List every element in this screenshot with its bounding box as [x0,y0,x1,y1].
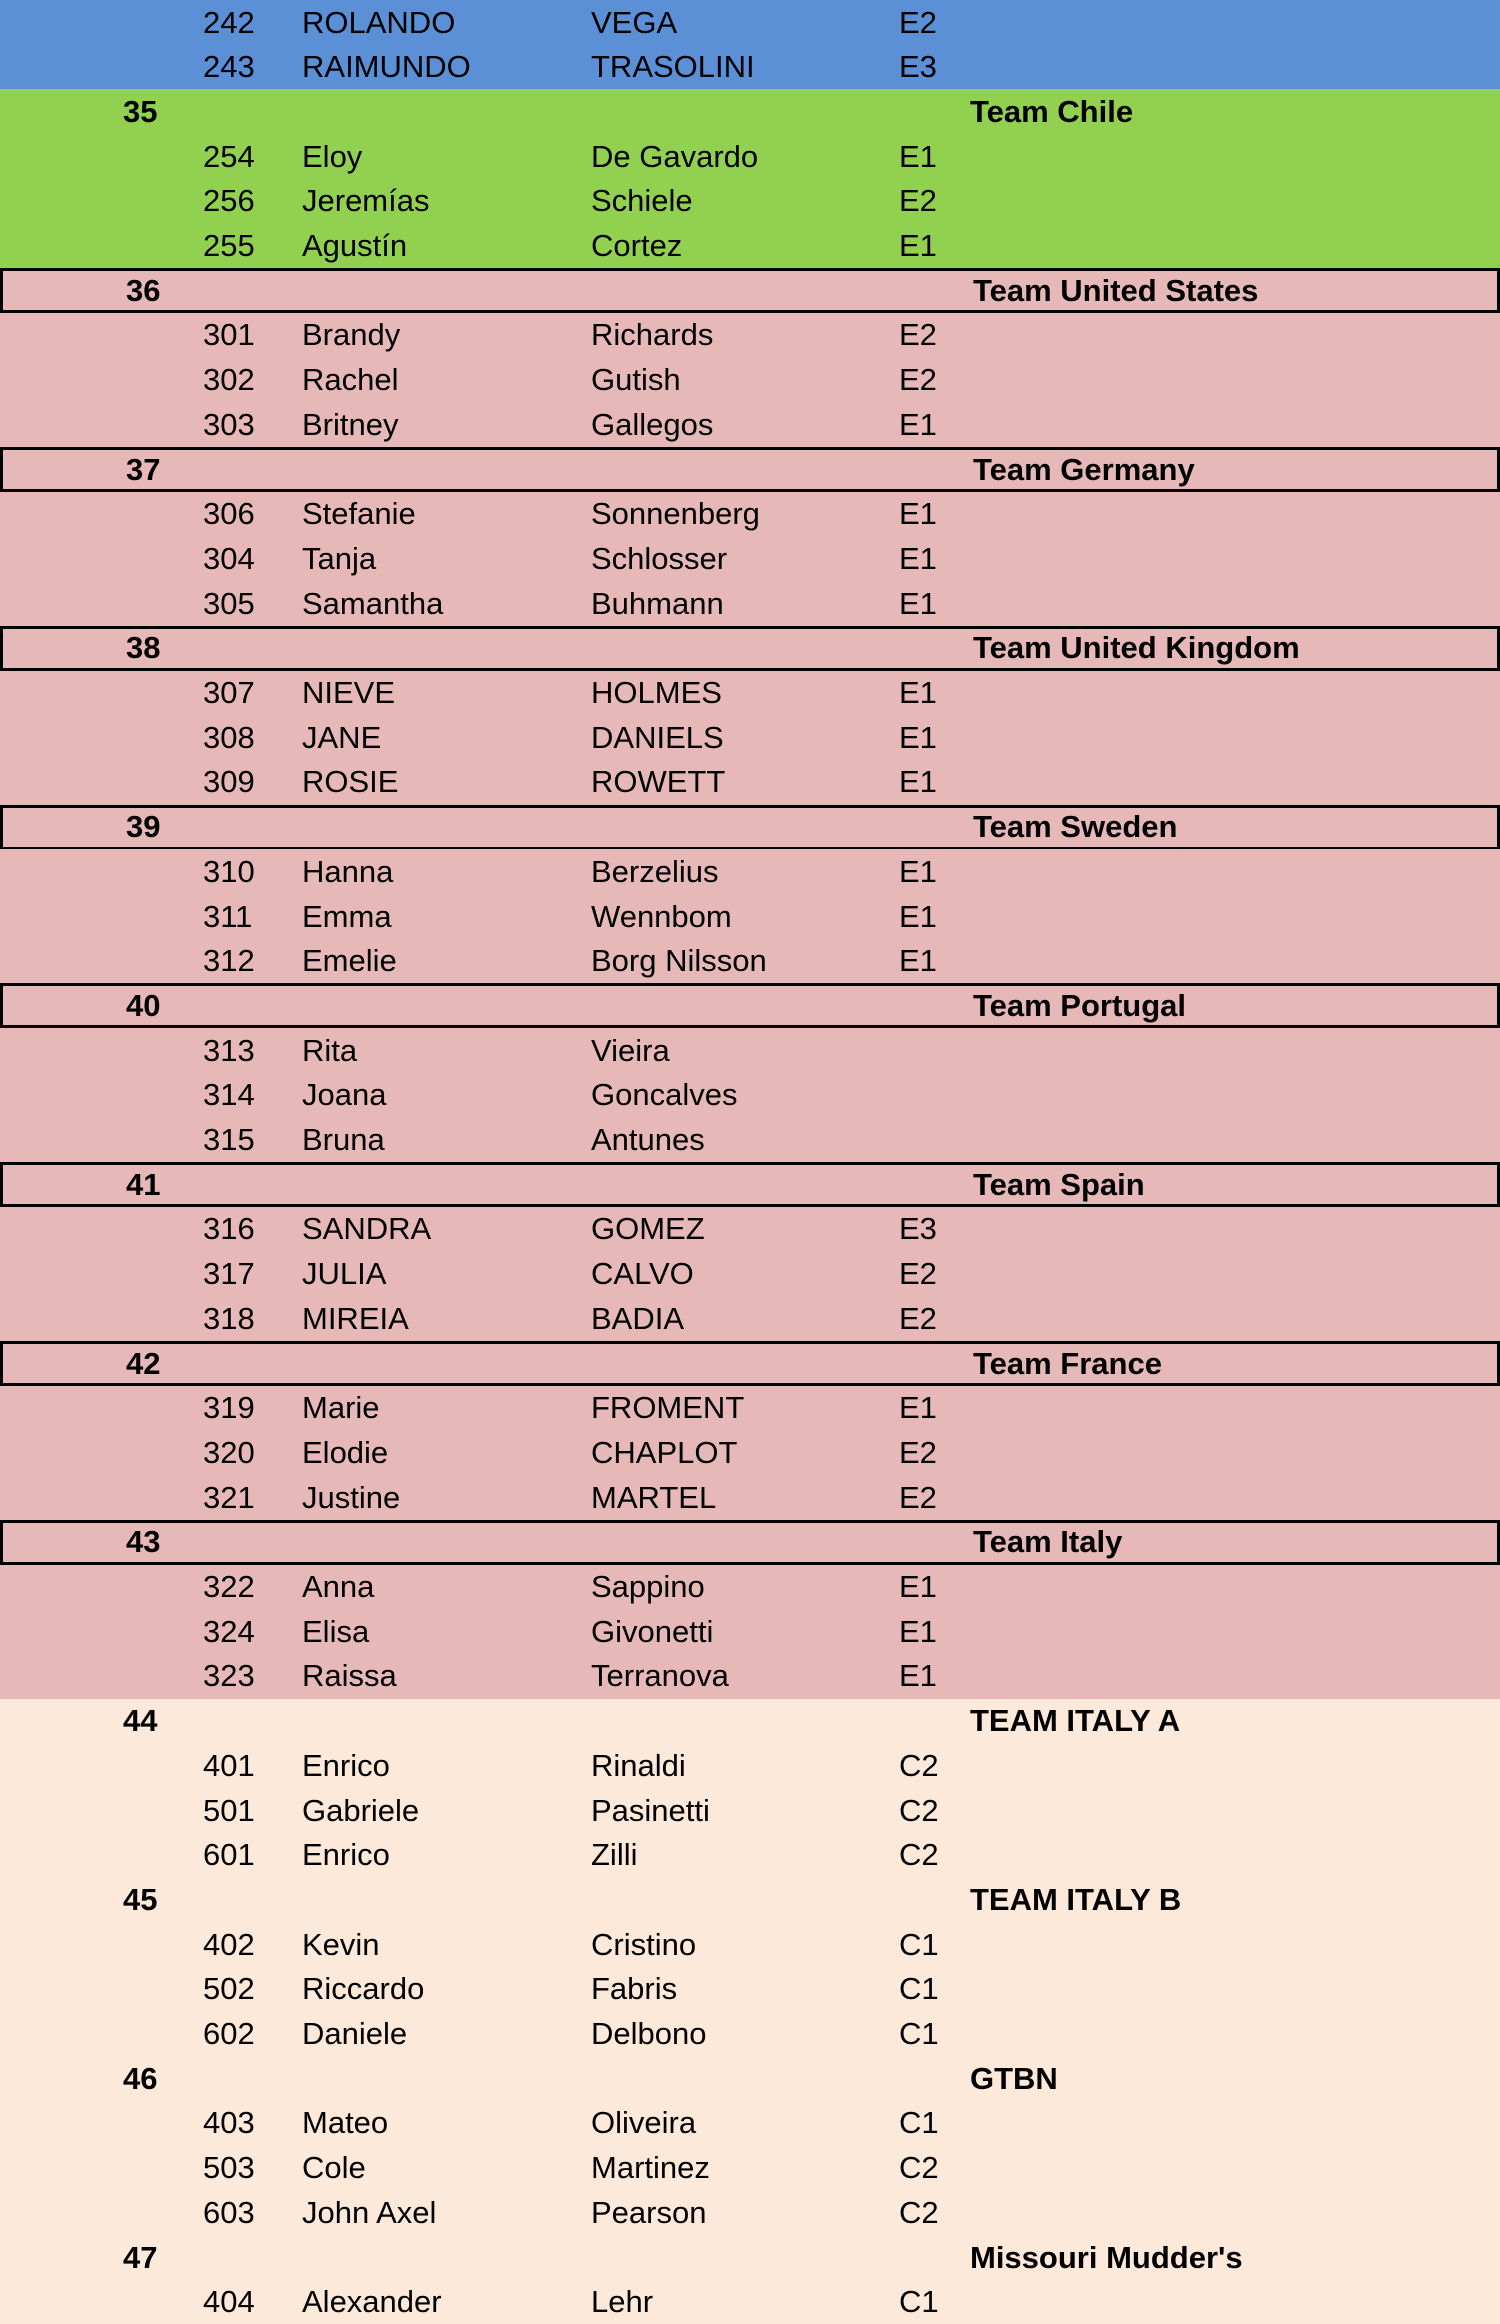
category-code: E1 [899,540,937,576]
member-row [0,1654,1500,1699]
member-row [0,179,1500,224]
first-name: Jeremías [302,183,430,219]
last-name: Cristino [591,1926,697,1962]
last-name: Schlosser [591,540,728,576]
bib-number: 307 [203,675,255,710]
first-name: Enrico [302,1747,390,1783]
team-name: TEAM ITALY A [970,1703,1181,1739]
member-row [0,1609,1500,1654]
category-code: E2 [899,1434,937,1470]
first-name: ROSIE [302,764,399,800]
bib-number: 306 [203,496,255,532]
last-name: ROWETT [591,764,726,800]
bib-number: 303 [203,406,255,442]
bib-number: 403 [203,2105,255,2141]
bib-number: 603 [203,2194,255,2230]
team-header-row [0,805,1500,850]
last-name: Fabris [591,1971,678,2007]
first-name: Marie [302,1390,380,1426]
category-code: E1 [899,228,937,263]
first-name: Elisa [302,1613,370,1649]
first-name: Emma [302,898,392,934]
member-row [0,1922,1500,1967]
first-name: RAIMUNDO [302,49,471,85]
team-header-row [0,1162,1500,1207]
first-name: Eloy [302,138,363,174]
team-name: Team Portugal [973,987,1187,1023]
bib-number: 318 [203,1300,255,1336]
category-code: E1 [899,496,937,532]
bib-number: 304 [203,540,255,576]
category-code: E1 [899,898,937,934]
last-name: Berzelius [591,853,719,889]
bib-number: 242 [203,4,255,40]
member-row [0,1788,1500,1833]
category-code: E1 [899,764,937,800]
member-row [0,1386,1500,1431]
bib-number: 311 [203,898,253,934]
first-name: Bruna [302,1122,385,1157]
category-code: E3 [899,1211,937,1247]
bib-number: 301 [203,317,255,353]
team-name: Team Spain [973,1166,1145,1202]
member-row [0,536,1500,581]
last-name: DANIELS [591,719,724,755]
category-code: E1 [899,406,937,442]
first-name: NIEVE [302,675,396,710]
team-header-row [0,983,1500,1028]
category-code: C1 [899,2284,939,2320]
bib-number: 404 [203,2284,255,2320]
last-name: Richards [591,317,714,353]
team-name: Team United Kingdom [973,630,1300,666]
member-row [0,2012,1500,2057]
bib-number: 308 [203,719,255,755]
category-code: E1 [899,1613,937,1649]
team-number: 41 [126,1166,161,1202]
first-name: JANE [302,719,382,755]
team-header-row [0,1699,1500,1744]
last-name: Martinez [591,2150,710,2186]
team-name: GTBN [970,2060,1058,2096]
team-number: 40 [126,987,161,1023]
first-name: Agustín [302,228,408,263]
team-number: 35 [123,93,158,129]
first-name: Mateo [302,2105,389,2141]
last-name: VEGA [591,4,678,40]
last-name: Lehr [591,2284,654,2320]
team-header-row [0,626,1500,671]
first-name: Alexander [302,2284,442,2320]
last-name: Gallegos [591,406,714,442]
member-row [0,581,1500,626]
last-name: Goncalves [591,1077,738,1113]
category-code: E2 [899,362,937,398]
first-name: Kevin [302,1926,380,1962]
team-name: Team United States [973,272,1259,308]
category-code: C2 [899,2194,939,2230]
bib-number: 324 [203,1613,255,1649]
bib-number: 502 [203,1971,255,2007]
first-name: Elodie [302,1434,389,1470]
last-name: GOMEZ [591,1211,705,1247]
member-row [0,760,1500,805]
category-code: E1 [899,138,937,174]
team-header-row [0,268,1500,313]
last-name: MARTEL [591,1479,717,1515]
team-number: 44 [123,1703,158,1739]
member-row [0,402,1500,447]
team-name: Team Chile [970,93,1134,129]
bib-number: 256 [203,183,255,219]
category-code: E1 [899,675,937,710]
first-name: Tanja [302,540,377,576]
member-row [0,134,1500,179]
category-code: C1 [899,1971,939,2007]
member-row [0,45,1500,90]
last-name: Borg Nilsson [591,943,767,979]
member-row [0,1565,1500,1610]
team-name: Team Italy [973,1524,1123,1560]
last-name: HOLMES [591,675,722,710]
team-number: 47 [123,2239,158,2275]
bib-number: 320 [203,1434,255,1470]
team-number: 39 [126,809,161,845]
bib-number: 322 [203,1569,255,1604]
team-name: TEAM ITALY B [970,1881,1182,1917]
team-name: Missouri Mudder's [970,2239,1243,2275]
category-code: C1 [899,1926,939,1962]
bib-number: 314 [203,1077,255,1113]
last-name: Cortez [591,228,683,263]
last-name: Sappino [591,1569,705,1604]
first-name: Enrico [302,1837,390,1873]
category-code: E1 [899,943,937,979]
team-header-row [0,89,1500,134]
first-name: Hanna [302,853,394,889]
first-name: Anna [302,1569,375,1604]
member-row [0,894,1500,939]
team-number: 36 [126,272,161,308]
first-name: Britney [302,406,399,442]
team-header-row [0,2235,1500,2280]
bib-number: 402 [203,1926,255,1962]
last-name: BADIA [591,1300,685,1336]
last-name: FROMENT [591,1390,745,1426]
member-row [0,1296,1500,1341]
first-name: JULIA [302,1256,387,1292]
member-row [0,1073,1500,1118]
category-code: C1 [899,2016,939,2051]
last-name: CALVO [591,1256,694,1292]
team-name: Team Germany [973,451,1195,487]
category-code: E1 [899,1390,937,1426]
last-name: Pasinetti [591,1792,710,1828]
team-number: 42 [126,1345,161,1381]
category-code: E2 [899,183,937,219]
first-name: Brandy [302,317,401,353]
bib-number: 317 [203,1256,255,1292]
member-row [0,313,1500,358]
first-name: Rachel [302,362,399,398]
first-name: Raissa [302,1658,397,1694]
bib-number: 243 [203,49,255,85]
category-code: E2 [899,1256,937,1292]
member-row [0,1475,1500,1520]
member-row [0,2280,1500,2324]
first-name: Gabriele [302,1792,420,1828]
team-name: Team France [973,1345,1162,1381]
bib-number: 316 [203,1211,255,1247]
member-row [0,358,1500,403]
member-row [0,849,1500,894]
category-code: E2 [899,1300,937,1336]
bib-number: 601 [203,1837,255,1873]
first-name: Emelie [302,943,397,979]
last-name: Delbono [591,2016,707,2051]
team-header-row [0,1520,1500,1565]
member-row [0,939,1500,984]
bib-number: 602 [203,2016,255,2051]
team-number: 43 [126,1524,161,1560]
category-code: C2 [899,1792,939,1828]
team-header-row [0,447,1500,492]
team-number: 38 [126,630,161,666]
team-number: 37 [126,451,161,487]
category-code: E2 [899,1479,937,1515]
category-code: E1 [899,585,937,621]
last-name: Rinaldi [591,1747,686,1783]
bib-number: 309 [203,764,255,800]
first-name: Samantha [302,585,444,621]
bib-number: 313 [203,1032,255,1068]
bib-number: 255 [203,228,255,263]
member-row [0,0,1500,45]
category-code: C2 [899,1747,939,1783]
first-name: Daniele [302,2016,408,2051]
team-number: 46 [123,2060,158,2096]
bib-number: 254 [203,138,255,174]
member-row [0,1207,1500,1252]
member-row [0,1118,1500,1163]
category-code: C2 [899,1837,939,1873]
member-row [0,224,1500,269]
member-row [0,1743,1500,1788]
first-name: John Axel [302,2194,437,2230]
last-name: Givonetti [591,1613,714,1649]
last-name: Oliveira [591,2105,697,2141]
last-name: Terranova [591,1658,729,1694]
bib-number: 312 [203,943,255,979]
last-name: Gutish [591,362,681,398]
bib-number: 321 [203,1479,255,1515]
team-number: 45 [123,1881,158,1917]
first-name: SANDRA [302,1211,432,1247]
category-code: E2 [899,4,937,40]
bib-number: 302 [203,362,255,398]
team-header-row [0,1341,1500,1386]
first-name: Stefanie [302,496,416,532]
last-name: Wennbom [591,898,732,934]
last-name: Vieira [591,1032,670,1068]
first-name: Justine [302,1479,401,1515]
first-name: Cole [302,2150,366,2186]
member-row [0,671,1500,716]
member-row [0,2190,1500,2235]
member-row [0,1430,1500,1475]
last-name: Zilli [591,1837,638,1873]
member-row [0,715,1500,760]
team-header-row [0,1877,1500,1922]
team-name: Team Sweden [973,809,1178,845]
category-code: E1 [899,1569,937,1604]
bib-number: 323 [203,1658,255,1694]
category-code: E1 [899,719,937,755]
bib-number: 315 [203,1122,255,1157]
team-header-row [0,2056,1500,2101]
category-code: C1 [899,2105,939,2141]
first-name: MIREIA [302,1300,409,1336]
category-code: E1 [899,1658,937,1694]
bib-number: 401 [203,1747,255,1783]
member-row [0,492,1500,537]
last-name: Pearson [591,2194,707,2230]
last-name: Buhmann [591,585,724,621]
category-code: E3 [899,49,937,85]
category-code: E1 [899,853,937,889]
last-name: TRASOLINI [591,49,755,85]
bib-number: 501 [203,1792,255,1828]
category-code: E2 [899,317,937,353]
last-name: De Gavardo [591,138,759,174]
first-name: Riccardo [302,1971,425,2007]
member-row [0,1967,1500,2012]
last-name: Antunes [591,1122,705,1157]
member-row [0,2101,1500,2146]
first-name: Joana [302,1077,387,1113]
bib-number: 305 [203,585,255,621]
member-row [0,1252,1500,1297]
category-code: C2 [899,2150,939,2186]
first-name: ROLANDO [302,4,456,40]
last-name: Sonnenberg [591,496,760,532]
bib-number: 310 [203,853,255,889]
member-row [0,2146,1500,2191]
member-row [0,1028,1500,1073]
last-name: CHAPLOT [591,1434,738,1470]
bib-number: 503 [203,2150,255,2186]
last-name: Schiele [591,183,693,219]
first-name: Rita [302,1032,358,1068]
member-row [0,1833,1500,1878]
bib-number: 319 [203,1390,255,1426]
